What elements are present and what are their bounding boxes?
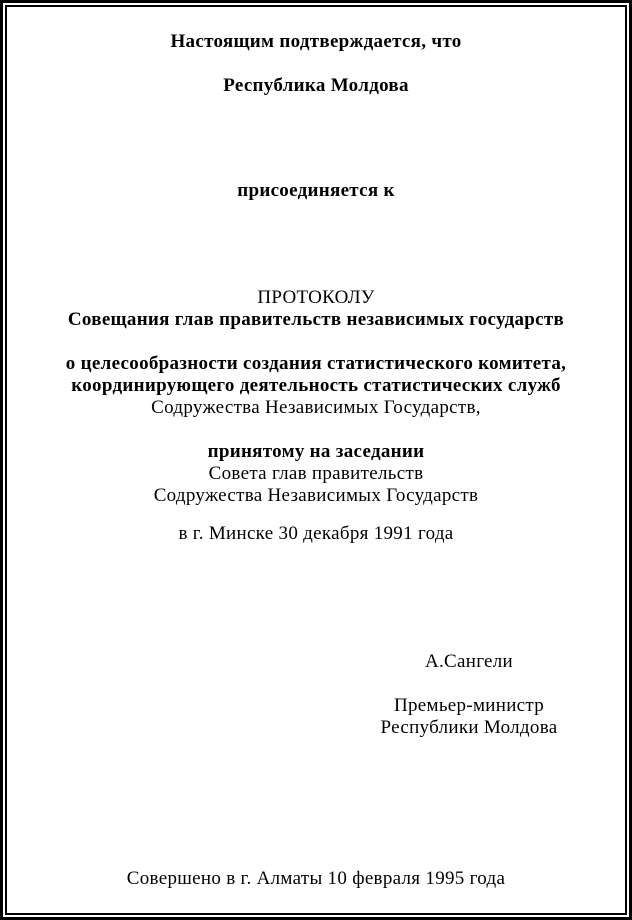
done-at-statement: Совершено в г. Алматы 10 февраля 1995 года	[126, 868, 506, 889]
certify-statement: Настоящим подтверждается, что	[170, 31, 462, 52]
protocol-title: ПРОТОКОЛУ	[257, 287, 375, 308]
protocol-subject-line-2: координирующего деятельность статистических служб	[71, 375, 561, 396]
signature-block	[319, 651, 619, 746]
protocol-subject-line-1: о целесообразности создания статистического комитета,	[65, 353, 567, 374]
country-name: Республика Молдова	[223, 75, 409, 96]
adoption-line-3: Содружества Независимых Государств	[153, 485, 479, 506]
protocol-subject-line-3: Содружества Независимых Государств,	[151, 397, 481, 418]
signatory-title-line-2: Республики Молдова	[380, 717, 558, 738]
signatory-title-line-1: Премьер-министр	[393, 695, 545, 716]
adoption-line-2: Совета глав правительств	[208, 463, 424, 484]
protocol-place-date: в г. Минске 30 декабря 1991 года	[178, 523, 454, 544]
accession-statement: присоединяется к	[237, 180, 395, 201]
protocol-subtitle: Совещания глав правительств независимых государств	[67, 309, 565, 330]
signatory-name: А.Сангели	[424, 651, 514, 672]
adoption-line-1: принятому на заседании	[207, 441, 425, 462]
